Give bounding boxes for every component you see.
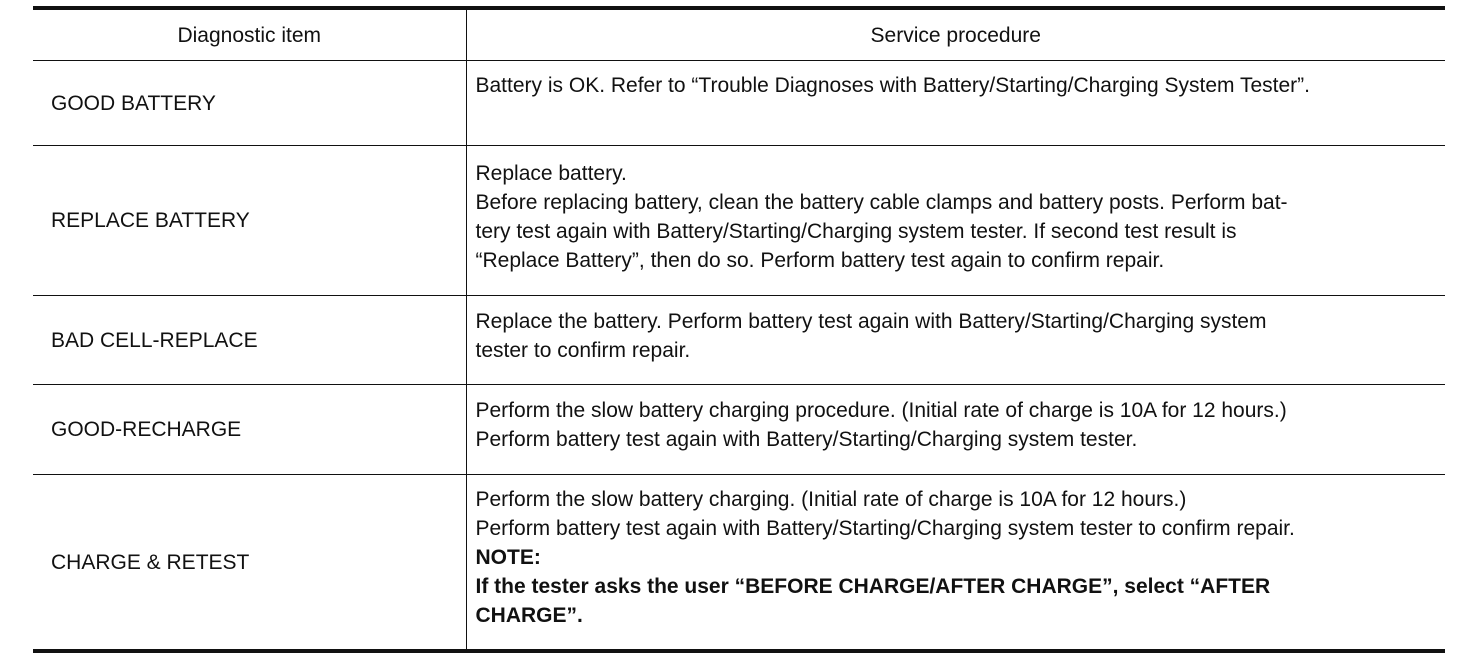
service-procedure-cell <box>466 475 1445 652</box>
procedure-line: tester to confirm repair. <box>475 339 691 362</box>
note-label: NOTE: <box>475 546 541 569</box>
procedure-line: Perform the slow battery charging. (Initial rate of charge is 10A for 12 hours.) <box>475 488 1187 511</box>
diagnostic-item-cell: CHARGE & RETEST <box>33 475 466 652</box>
note-line: CHARGE”. <box>475 604 583 627</box>
procedure-line: Before replacing battery, clean the battery cable clamps and battery posts. Perform bat- <box>475 191 1288 214</box>
table-row <box>33 146 1445 296</box>
procedure-line: Replace the battery. Perform battery test again with Battery/Starting/Charging system <box>475 310 1267 333</box>
procedure-line: tery test again with Battery/Starting/Charging system tester. If second test result is <box>475 220 1237 243</box>
procedure-line: Battery is OK. Refer to “Trouble Diagnoses with Battery/Starting/Charging System Tester”. <box>475 74 1311 97</box>
table-row <box>33 475 1445 652</box>
service-procedure-cell <box>466 385 1445 475</box>
table-header-row <box>33 8 1445 61</box>
note-line: If the tester asks the user “BEFORE CHARGE/AFTER CHARGE”, select “AFTER <box>475 575 1271 598</box>
procedure-line: Perform battery test again with Battery/Starting/Charging system tester. <box>475 428 1138 451</box>
table-row <box>33 61 1445 146</box>
table-row <box>33 385 1445 475</box>
service-procedure-cell <box>466 146 1445 296</box>
diagnostic-table <box>33 6 1445 653</box>
service-procedure-cell <box>466 296 1445 385</box>
diagnostic-item-cell: GOOD BATTERY <box>33 61 466 146</box>
procedure-line: Replace battery. <box>475 162 627 185</box>
diagnostic-table-container <box>33 6 1445 653</box>
procedure-line: Perform battery test again with Battery/Starting/Charging system tester to confirm repair. <box>475 517 1295 540</box>
procedure-line: “Replace Battery”, then do so. Perform battery test again to confirm repair. <box>475 249 1165 272</box>
service-procedure-cell <box>466 61 1445 146</box>
diagnostic-item-cell: REPLACE BATTERY <box>33 146 466 296</box>
procedure-line: Perform the slow battery charging procedure. (Initial rate of charge is 10A for 12 hours.) <box>475 399 1287 422</box>
diagnostic-item-cell: GOOD-RECHARGE <box>33 385 466 475</box>
header-diagnostic-item: Diagnostic item <box>33 8 466 61</box>
header-service-procedure: Service procedure <box>466 8 1445 61</box>
table-row <box>33 296 1445 385</box>
diagnostic-item-cell: BAD CELL-REPLACE <box>33 296 466 385</box>
